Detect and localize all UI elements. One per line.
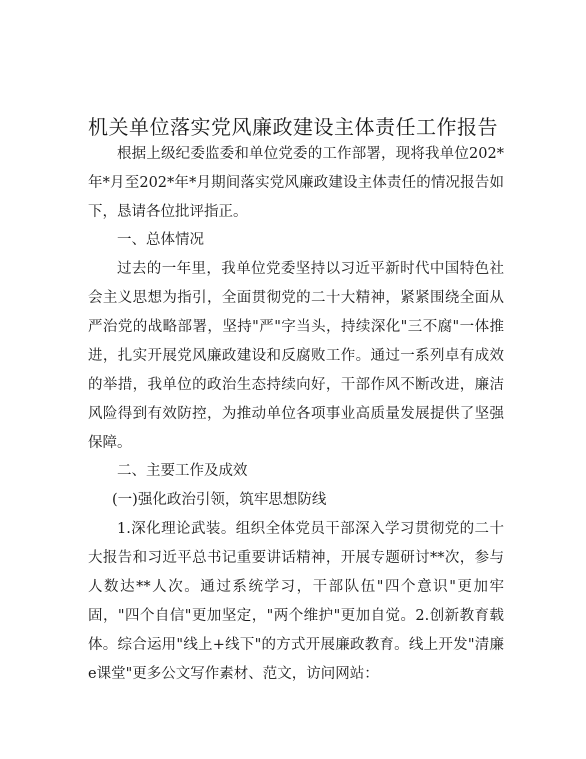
section2-subheading: (一)强化政治引领，筑牢思想防线 [112,492,327,508]
section2-paragraph: 1.深化理论武装。组织全体党员干部深入学习贯彻党的二十大报告和习近平总书记重要讲话精神，开展专题研讨**次，参与人数达**人次。通过系统学习，干部队伍"四个意识"更加牢固，"四个自信"更加坚定，"两个维护"更加自觉。2.创新教育载体。综合运用"线上+线下"的方式开展廉政教育。线上开发"清廉e课堂"更多公文写作素材、范文，访问网站： [88,521,504,682]
section2-heading: 二、主要工作及成效 [117,463,248,479]
intro-paragraph: 根据上级纪委监委和单位党委的工作部署，现将我单位202*年*月至202*年*月期间落实党风廉政建设主体责任的情况报告如下，恳请各位批评指正。 [88,146,504,220]
section1-heading: 一、总体情况 [117,232,204,248]
section1-paragraph: 过去的一年里，我单位党委坚持以习近平新时代中国特色社会主义思想为指引，全面贯彻党的二十大精神，紧紧围绕全面从严治党的战略部署，坚持"严"字当头，持续深化"三不腐"一体推进，扎实开展党风廉政建设和反腐败工作。通过一系列卓有成效的举措，我单位的政治生态持续向好，干部作风不断改进，廉洁风险得到有效防控，为推动单位各项事业高质量发展提供了坚强保障。 [88,261,504,451]
document-title: 机关单位落实党风廉政建设主体责任工作报告 [88,115,498,140]
